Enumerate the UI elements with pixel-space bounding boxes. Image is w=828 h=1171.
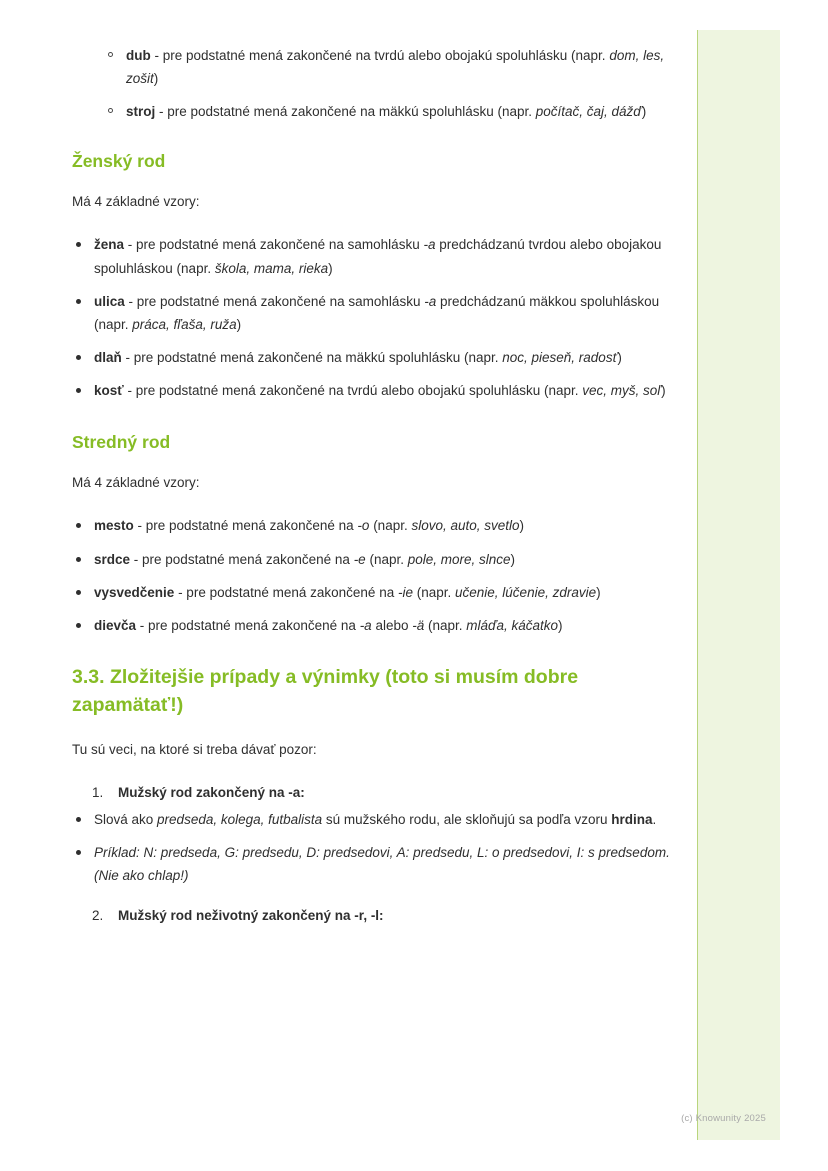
pattern-examples: mláďa, káčatko: [466, 617, 559, 633]
list-item: [72, 379, 674, 402]
pattern-tail: ): [661, 383, 666, 399]
pattern-tail: ): [596, 584, 601, 600]
pattern-desc-2: (napr.: [369, 518, 412, 534]
pattern-desc: - pre podstatné mená zakončené na: [174, 584, 398, 600]
pattern-suffix: -e: [353, 551, 366, 567]
pattern-suffix-2: -ä: [412, 617, 425, 633]
example-declension: N: predseda, G: predsedu, D: predsedovi, A: predsedu, L: o predsedovi, I: s predsedom. (Nie ako chlap!): [94, 845, 670, 884]
pattern-suffix: -a: [359, 617, 372, 633]
pattern-desc: - pre podstatné mená zakončené na tvrdú alebo obojakú spoluhlásku (napr.: [150, 48, 610, 63]
intro-zensky-rod: Má 4 základné vzory:: [72, 194, 200, 210]
vzory-stredny-list: [72, 514, 674, 637]
pattern-desc-2: predchádzanú mäkkou spoluhláskou (napr.: [94, 293, 660, 332]
pattern-term: vysvedčenie: [94, 584, 175, 600]
pattern-tail: ): [328, 260, 333, 276]
pattern-suffix: -a: [424, 293, 437, 309]
list-item: [72, 581, 674, 604]
page-right-margin-strip: [697, 30, 780, 1140]
pattern-tail: ): [558, 617, 563, 633]
pattern-term: dievča: [94, 617, 137, 633]
pattern-suffix: -a: [423, 237, 436, 253]
sub-examples: predseda, kolega, futbalista: [157, 811, 323, 827]
list-number: 2.: [92, 907, 104, 923]
pattern-examples: dom, les, zošit: [126, 48, 665, 87]
list-item: [72, 808, 674, 831]
pattern-term: žena: [94, 237, 125, 253]
pattern-desc: - pre podstatné mená zakončené na samohlásku: [124, 237, 424, 253]
pattern-term: srdce: [94, 551, 131, 567]
pattern-suffix: -ie: [397, 584, 413, 600]
pattern-examples: noc, pieseň, radosť: [502, 350, 618, 366]
intro-section-3-3: Tu sú veci, na ktoré si treba dávať pozor:: [72, 741, 317, 757]
pattern-examples: vec, myš, soľ: [582, 383, 662, 399]
list-item: [104, 100, 674, 123]
vzory-muzsky-list: [104, 44, 674, 124]
pattern-desc: - pre podstatné mená zakončené na mäkkú spoluhlásku (napr.: [155, 104, 536, 120]
list-item: [72, 841, 674, 887]
pattern-desc-2: (napr.: [412, 584, 456, 600]
pattern-desc: - pre podstatné mená zakončené na: [136, 617, 360, 633]
list-item: [72, 514, 674, 537]
list-item: [72, 614, 674, 637]
pattern-tail: ): [617, 350, 622, 366]
intro-stredny-rod: Má 4 základné vzory:: [72, 475, 200, 491]
pattern-desc: - pre podstatné mená zakončené na samohlásku: [124, 293, 425, 309]
list-item: [72, 290, 674, 336]
pattern-term: stroj: [126, 104, 156, 120]
exception-label: Mužský rod zakončený na -a:: [118, 784, 305, 800]
pattern-term: mesto: [94, 518, 134, 534]
list-item: [72, 346, 674, 369]
pattern-examples: slovo, auto, svetlo: [411, 518, 520, 534]
list-item: [92, 904, 674, 927]
sub-text-pre: Slová ako: [94, 811, 158, 827]
exceptions-numbered-list: [92, 781, 674, 804]
pattern-desc-2: (napr.: [365, 551, 408, 567]
pattern-term: dub: [126, 48, 151, 63]
list-item: [72, 548, 674, 571]
pattern-suffix: -o: [357, 518, 370, 534]
example-label: Príklad:: [94, 845, 140, 861]
document-content: [48, 30, 698, 931]
sub-pattern-name: hrdina: [611, 811, 653, 827]
heading-zensky-rod: Ženský rod: [72, 150, 166, 171]
sub-text-tail: .: [652, 811, 657, 827]
sub-text-mid: sú mužského rodu, ale skloňujú sa podľa vzoru: [322, 811, 612, 827]
pattern-term: kosť: [94, 383, 124, 399]
pattern-desc: - pre podstatné mená zakončené na mäkkú spoluhlásku (napr.: [121, 350, 503, 366]
pattern-desc: - pre podstatné mená zakončené na tvrdú alebo obojakú spoluhlásku (napr.: [123, 383, 583, 399]
pattern-tail: ): [519, 518, 525, 534]
pattern-desc-3: (napr.: [424, 617, 467, 633]
pattern-tail: ): [153, 71, 159, 87]
list-item: [92, 781, 674, 804]
pattern-term: dlaň: [94, 350, 122, 366]
exception-label: Mužský rod neživotný zakončený na -r, -l:: [118, 907, 384, 923]
pattern-desc-2: predchádzanú tvrdou alebo obojakou spoluhláskou (napr.: [94, 237, 662, 276]
document-page: [48, 30, 780, 1140]
pattern-tail: ): [510, 551, 516, 567]
pattern-examples: učenie, lúčenie, zdravie: [455, 584, 597, 600]
pattern-desc: - pre podstatné mená zakončené na: [130, 551, 354, 567]
pattern-examples: počítač, čaj, dážď: [535, 104, 642, 120]
pattern-examples: pole, more, slnce: [407, 551, 511, 567]
pattern-tail: ): [641, 104, 647, 120]
exceptions-numbered-list-2: [92, 904, 674, 927]
pattern-term: ulica: [94, 293, 125, 309]
pattern-examples: práca, fľaša, ruža: [132, 316, 237, 332]
list-item: [104, 44, 674, 90]
heading-stredny-rod: Stredný rod: [72, 431, 171, 452]
exception-1-sublist: [72, 808, 674, 888]
copyright-footer: (c) Knowunity 2025: [681, 1113, 766, 1124]
pattern-desc: - pre podstatné mená zakončené na: [133, 518, 358, 534]
list-number: 1.: [92, 784, 104, 800]
list-item: [72, 233, 674, 279]
pattern-desc-2: alebo: [371, 617, 413, 633]
pattern-tail: ): [236, 316, 242, 332]
heading-section-3-3: 3.3. Zložitejšie prípady a výnimky (toto si musím dobre zapamätať!): [72, 666, 579, 717]
pattern-examples: škola, mama, rieka: [214, 260, 329, 276]
vzory-zensky-list: [72, 233, 674, 402]
